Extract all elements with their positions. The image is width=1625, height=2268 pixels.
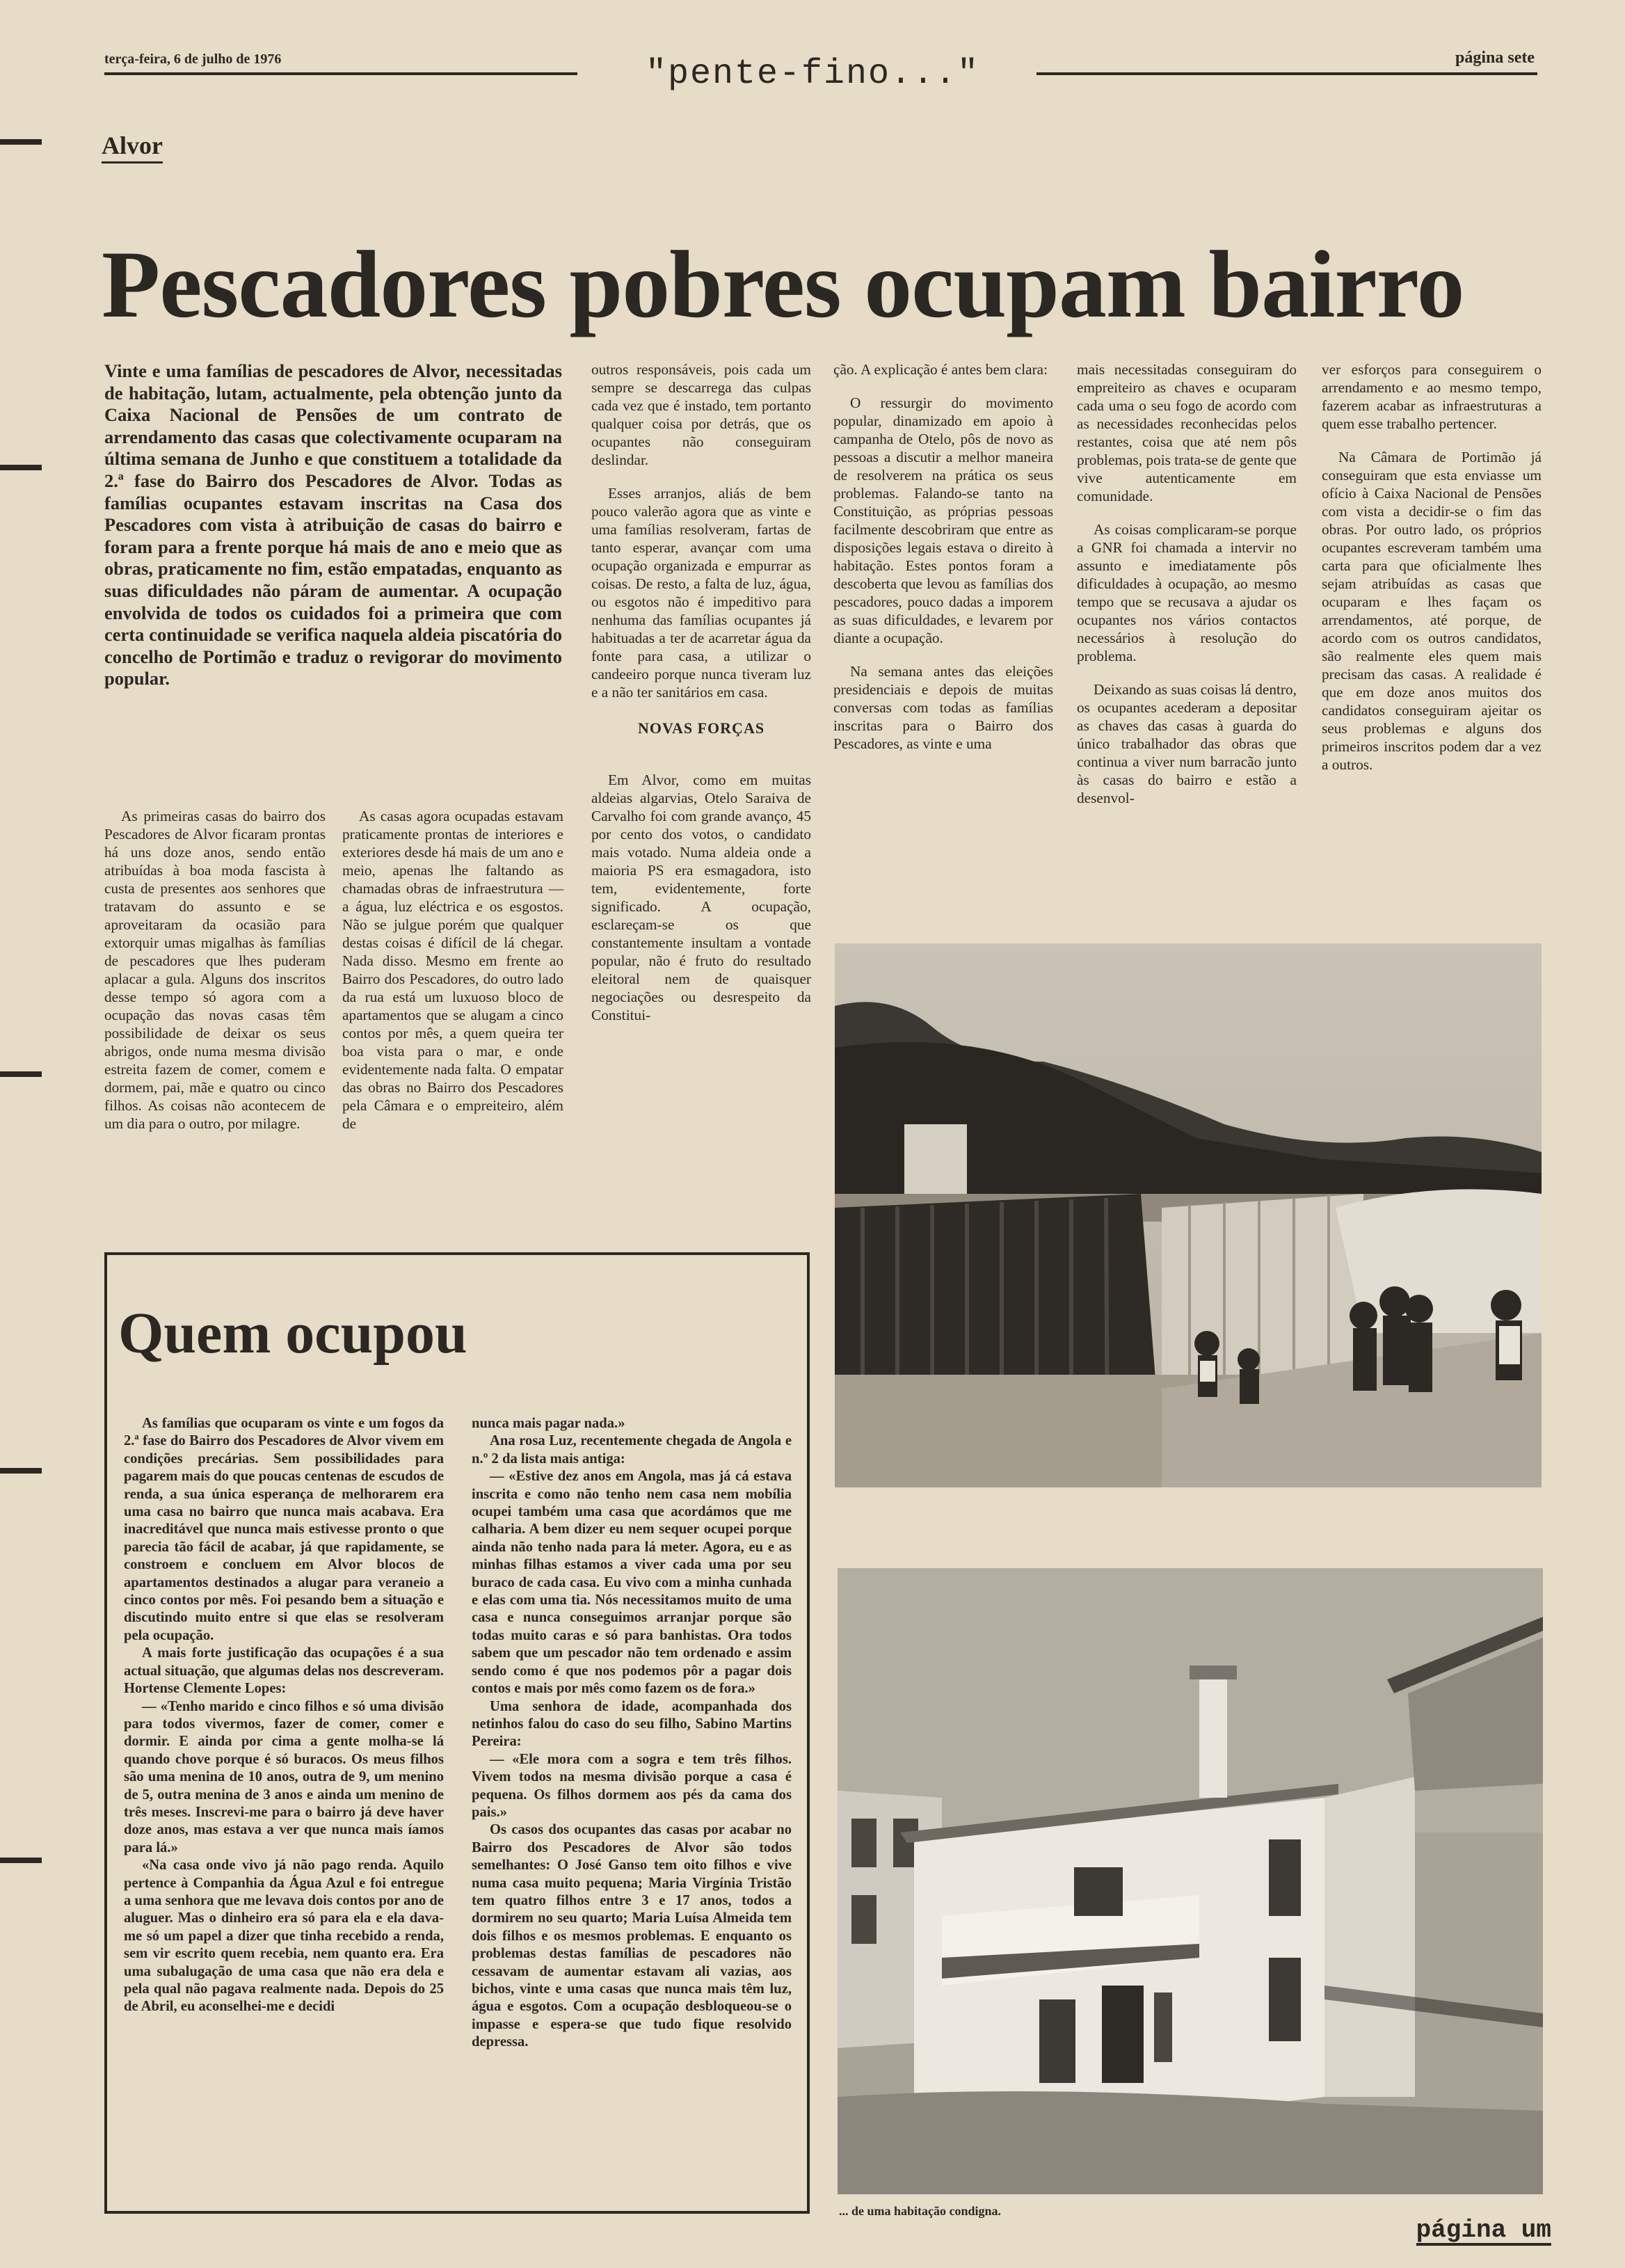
paragraph: outros responsáveis, pois cada um sempre se descarrega das culpas cada vez que é instado, tem portanto qualquer coisa por detrás, que os ocupantes não conseguiram deslindar. bbox=[591, 361, 811, 468]
paragraph: Ana rosa Luz, recentemente chegada de Angola e n.º 2 da lista mais antiga: bbox=[472, 1433, 792, 1467]
paragraph: — «Tenho marido e cinco filhos e só uma divisão para todos vivermos, fazer de comer, comer e dormir. E ainda por cima a gente molha-se lá quando chove porque é só buracos. Os meus filhos são uma menina de 10 anos, outra de 9, um menino de 5, outra menina de 3 anos e ainda um menino de três meses. Inscrevi-me para o bairro já deve haver doze anos, mas estava a ver que nunca mais íamos para lá.» bbox=[124, 1698, 444, 1855]
article-kicker: Alvor bbox=[102, 131, 163, 163]
box-column-1 bbox=[124, 1415, 444, 2016]
paragraph: Deixando as suas coisas lá dentro, os ocupantes acederam a depositar as chaves das casas à guarda do único trabalhador das obras que continua a viver num barracão junto às casas do bairro e estão a desenvol- bbox=[1077, 681, 1297, 806]
article-column-4 bbox=[833, 360, 1053, 768]
article-column-6 bbox=[1322, 360, 1542, 789]
article-column-2 bbox=[342, 807, 563, 1148]
binding-mark bbox=[0, 1071, 42, 1077]
section-title: "pente-fino..." bbox=[0, 54, 1625, 94]
paragraph: As coisas complicaram-se porque a GNR foi chamada a intervir no assunto e imediatamente pôs dificuldades à ocupação, ao mesmo tempo que se recusava a ajudar os ocupantes nos vários contactos necessários à resolução do problema. bbox=[1077, 521, 1297, 664]
paragraph: Uma senhora de idade, acompanhada dos netinhos falou do caso do seu filho, Sabino Martins Pereira: bbox=[472, 1698, 792, 1750]
paragraph: «Na casa onde vivo já não pago renda. Aquilo pertence à Companhia da Água Azul e foi entregue a uma senhora que me levava dois contos por ano de aluguer. Mas o dinheiro era só para ela e ela dava-me só um papel a dizer que tinha recebido a renda, sem vir escrito quem recebia, nem quanto era. Era uma subalugação de uma casa que não era dela e pela qual não pagava realmente nada. Depois do 25 de Abril, eu aconselhei-me e decidi bbox=[124, 1858, 444, 2015]
paragraph: mais necessitadas conseguiram do empreiteiro as chaves e ocuparam cada uma o seu fogo de acordo com as necessidades reconhecidas pelos restantes, coisa que até nem pôs problemas, pois trata-se de gente que vive autenticamente em comunidade. bbox=[1077, 361, 1297, 504]
paragraph: — «Ele mora com a sogra e tem três filhos. Vivem todos na mesma divisão porque a casa é pequena. Os filhos dormem aos pés da cama dos pais.» bbox=[472, 1751, 792, 1820]
photo-house bbox=[838, 1568, 1543, 2194]
box-title: Quem ocupou bbox=[118, 1301, 467, 1366]
binding-mark bbox=[0, 139, 42, 145]
subheading: NOVAS FORÇAS bbox=[637, 719, 765, 737]
paragraph: Os casos dos ocupantes das casas por acabar no Bairro dos Pescadores de Alvor são todos semelhantes: O José Ganso tem oito filhos e vive numa casa muito pequena; Maria Virgínia Tristão tem quatro filhos entre 3 e 17 anos, todos a dormirem no seu quarto; Maria Luísa Almeida tem dois filhos e os mesmos problemas. E enquanto os problemas destas famílias de pescadores não cessavam de aumentar estavam ali vazias, aos bichos, vinte e uma casas que nunca mais têm luz, água e esgotos. Com a ocupação desbloqueou-se o impasse e espera-se que tudo fique resolvido depressa. bbox=[472, 1822, 792, 2050]
paragraph: Na Câmara de Portimão já conseguiram que esta enviasse um ofício à Caixa Nacional de Pensões com vista a decidir-se o fim das obras. Por outro lado, os próprios ocupantes escreveram também uma carta para que oficialmente lhes sejam atribuídas as casas que ocuparam e lhes façam os arrendamentos, até porque, de acordo com os outros candidatos, são realmente eles quem mais precisam das casas. A realidade é que em doze anos muitos dos candidatos conseguiram ajeitar os seus problemas e alguns dos primeiros inscritos podem dar a vez a outros. bbox=[1322, 449, 1542, 773]
box-column-2 bbox=[472, 1415, 792, 2052]
paragraph: As primeiras casas do bairro dos Pescadores de Alvor ficaram prontas há uns doze anos, sendo então atribuídas à boa moda fascista à custa de presentes aos senhores que tratavam do assunto e se aproveitaram da ocasião para extorquir umas migalhas às famílias de pescadores que lhes puderam aplacar a gula. Alguns dos inscritos desse tempo só agora com a ocupação das novas casas têm possibilidade de deixar os seus abrigos, onde numa mesma divisão estreita fazem de comer, comem e dormem, pai, mãe e quatro ou cinco filhos. As coisas não acontecem de um dia para o outro, por milagre. bbox=[104, 808, 326, 1132]
paragraph: Esses arranjos, aliás de bem pouco valerão agora que as vinte e uma famílias resolveram, fartas de tanto esperar, avançar com uma ocupação organizada e empurrar as coisas. De resto, a falta de luz, água, ou esgotos não é impeditivo para nenhuma das famílias ocupantes já habituadas a ter de acarretar água da fonte para casa, a utilizar o candeeiro porque nunca tiveram luz e a não ter sanitários em casa. bbox=[591, 485, 811, 701]
binding-mark bbox=[0, 1468, 42, 1474]
article-lead: Vinte e uma famílias de pescadores de Alvor, necessitadas de habitação, lutam, actualmente, pela obtenção junto da Caixa Nacional de Pensões de um contrato de arrendamento das casas que colectivamente ocuparam na última semana de Junho e que constituem a totalidade da 2.ª fase do Bairro dos Pescadores de Alvor. Todas as famílias ocupantes estavam inscritas na Casa dos Pescadores com vista à atribuição de casas do bairro e foram para a frente porque há mais de ano e meio que as obras, praticamente no fim, estão empatadas, enquanto as suas dificuldades não páram de aumentar. A ocupação envolvida de todos os cuidados foi a primeira que com certa continuidade se verifica naquela aldeia piscatória do concelho de Portimão e traduz o revigorar do movimento popular. bbox=[104, 360, 562, 689]
binding-mark bbox=[0, 1858, 42, 1863]
paragraph: As famílias que ocuparam os vinte e um fogos da 2.ª fase do Bairro dos Pescadores de Alvor vivem em condições precárias. Sem possibilidades para pagarem mais do que poucas centenas de escudos de renda, a sua única esperança de melhorarem era uma casa no bairro que nunca mais acabava. Era inacreditável que nunca mais estivesse pronto o que parecia tão fácil de acabar, já que rapidamente, se constroem e concluem em Alvor blocos de apartamentos destinados a alugar para veraneio a cinco contos por mês. Foi pesando bem a situação e discutindo muito entre si que elas se resolveram pela ocupação. bbox=[124, 1416, 444, 1643]
paragraph: A mais forte justificação das ocupações é a sua actual situação, que algumas delas nos descreveram. Hortense Clemente Lopes: bbox=[124, 1645, 444, 1697]
article-column-3 bbox=[591, 360, 811, 1039]
paragraph: nunca mais pagar nada.» bbox=[472, 1416, 625, 1431]
article-headline: Pescadores pobres ocupam bairro bbox=[102, 231, 1464, 337]
paragraph: ver esforços para conseguirem o arrendamento e ao mesmo tempo, fazerem acabar as infraestruturas a quem esse trabalho pertencer. bbox=[1322, 361, 1542, 432]
photo-shacks bbox=[835, 943, 1542, 1487]
binding-mark bbox=[0, 465, 42, 470]
header-date: terça-feira, 6 de julho de 1976 bbox=[104, 51, 282, 67]
paragraph: As casas agora ocupadas estavam praticamente prontas de interiores e exteriores desde há mais de um ano e meio, apenas lhe faltando as chamadas obras de infraestrutura — a água, luz eléctrica e os esgostos. Não se julgue porém que qualquer destas coisas é difícil de lá chegar. Nada disso. Mesmo em frente ao Bairro dos Pescadores, do outro lado da rua está um luxuoso bloco de apartamentos que se alugam a cinco contos por mês, a quem queira ter boa vista para o mar, e onde evidentemente nada falta. O empatar das obras no Bairro dos Pescadores pela Câmara e o empreiteiro, além de bbox=[342, 808, 563, 1132]
footer-logo: página um bbox=[1416, 2216, 1551, 2244]
photo-caption: ... de uma habitação condigna. bbox=[839, 2204, 1002, 2218]
paragraph: — «Estive dez anos em Angola, mas já cá estava inscrita e como não tenho nem casa nem mobília ocupei também uma casa que acordámos que me calharia. A bem dizer eu nem sequer ocupei porque ainda não tenho nada para lá meter. Agora, eu e as minhas filhas estamos a viver cada uma por seu buraco de cada casa. Eu vivo com a minha cunhada e elas com uma tia. Nós necessitamos muito de uma casa e nunca conseguimos arranjar porque são todas muito caras e só para banhistas. Ora todos sabem que um pescador não tem ordenado e assim sendo como é que nos podemos pôr a pagar dois contos e mais por mês como fazem os de fora.» bbox=[472, 1469, 792, 1697]
paragraph: ção. A explicação é antes bem clara: bbox=[833, 361, 1048, 378]
article-column-5 bbox=[1077, 360, 1297, 822]
paragraph: Em Alvor, como em muitas aldeias algarvias, Otelo Saraiva de Carvalho foi com grande avanço, 45 por cento dos votos, o candidato mais votado. Numa aldeia onde a maioria PS era esmagadora, isto tem, evidentemente, forte significado. A ocupação, esclareçam-se os que constantemente insultam a vontade popular, não é fruto do resultado eleitoral nem de quaisquer negociações ou desrespeito da Constitui- bbox=[591, 772, 811, 1023]
paragraph: O ressurgir do movimento popular, dinamizado em apoio à campanha de Otelo, pôs de novo as pessoas a discutir a melhor maneira de resolverem na prática os seus problemas. Falando-se tanto na Constituição, as próprias pessoas facilmente descobriram que entre as disposições legais estava o direito à habitação. Estes pontos foram a descoberta que levou as famílias dos pescadores, pouco dadas a imporem as suas dificuldades, e levarem por diante a ocupação. bbox=[833, 394, 1053, 646]
paragraph: Na semana antes das eleições presidenciais e depois de muitas conversas com todas as famílias inscritas para o Bairro dos Pescadores, as vinte e uma bbox=[833, 663, 1053, 752]
article-column-1 bbox=[104, 807, 326, 1148]
header-page-number: página sete bbox=[1455, 49, 1535, 67]
